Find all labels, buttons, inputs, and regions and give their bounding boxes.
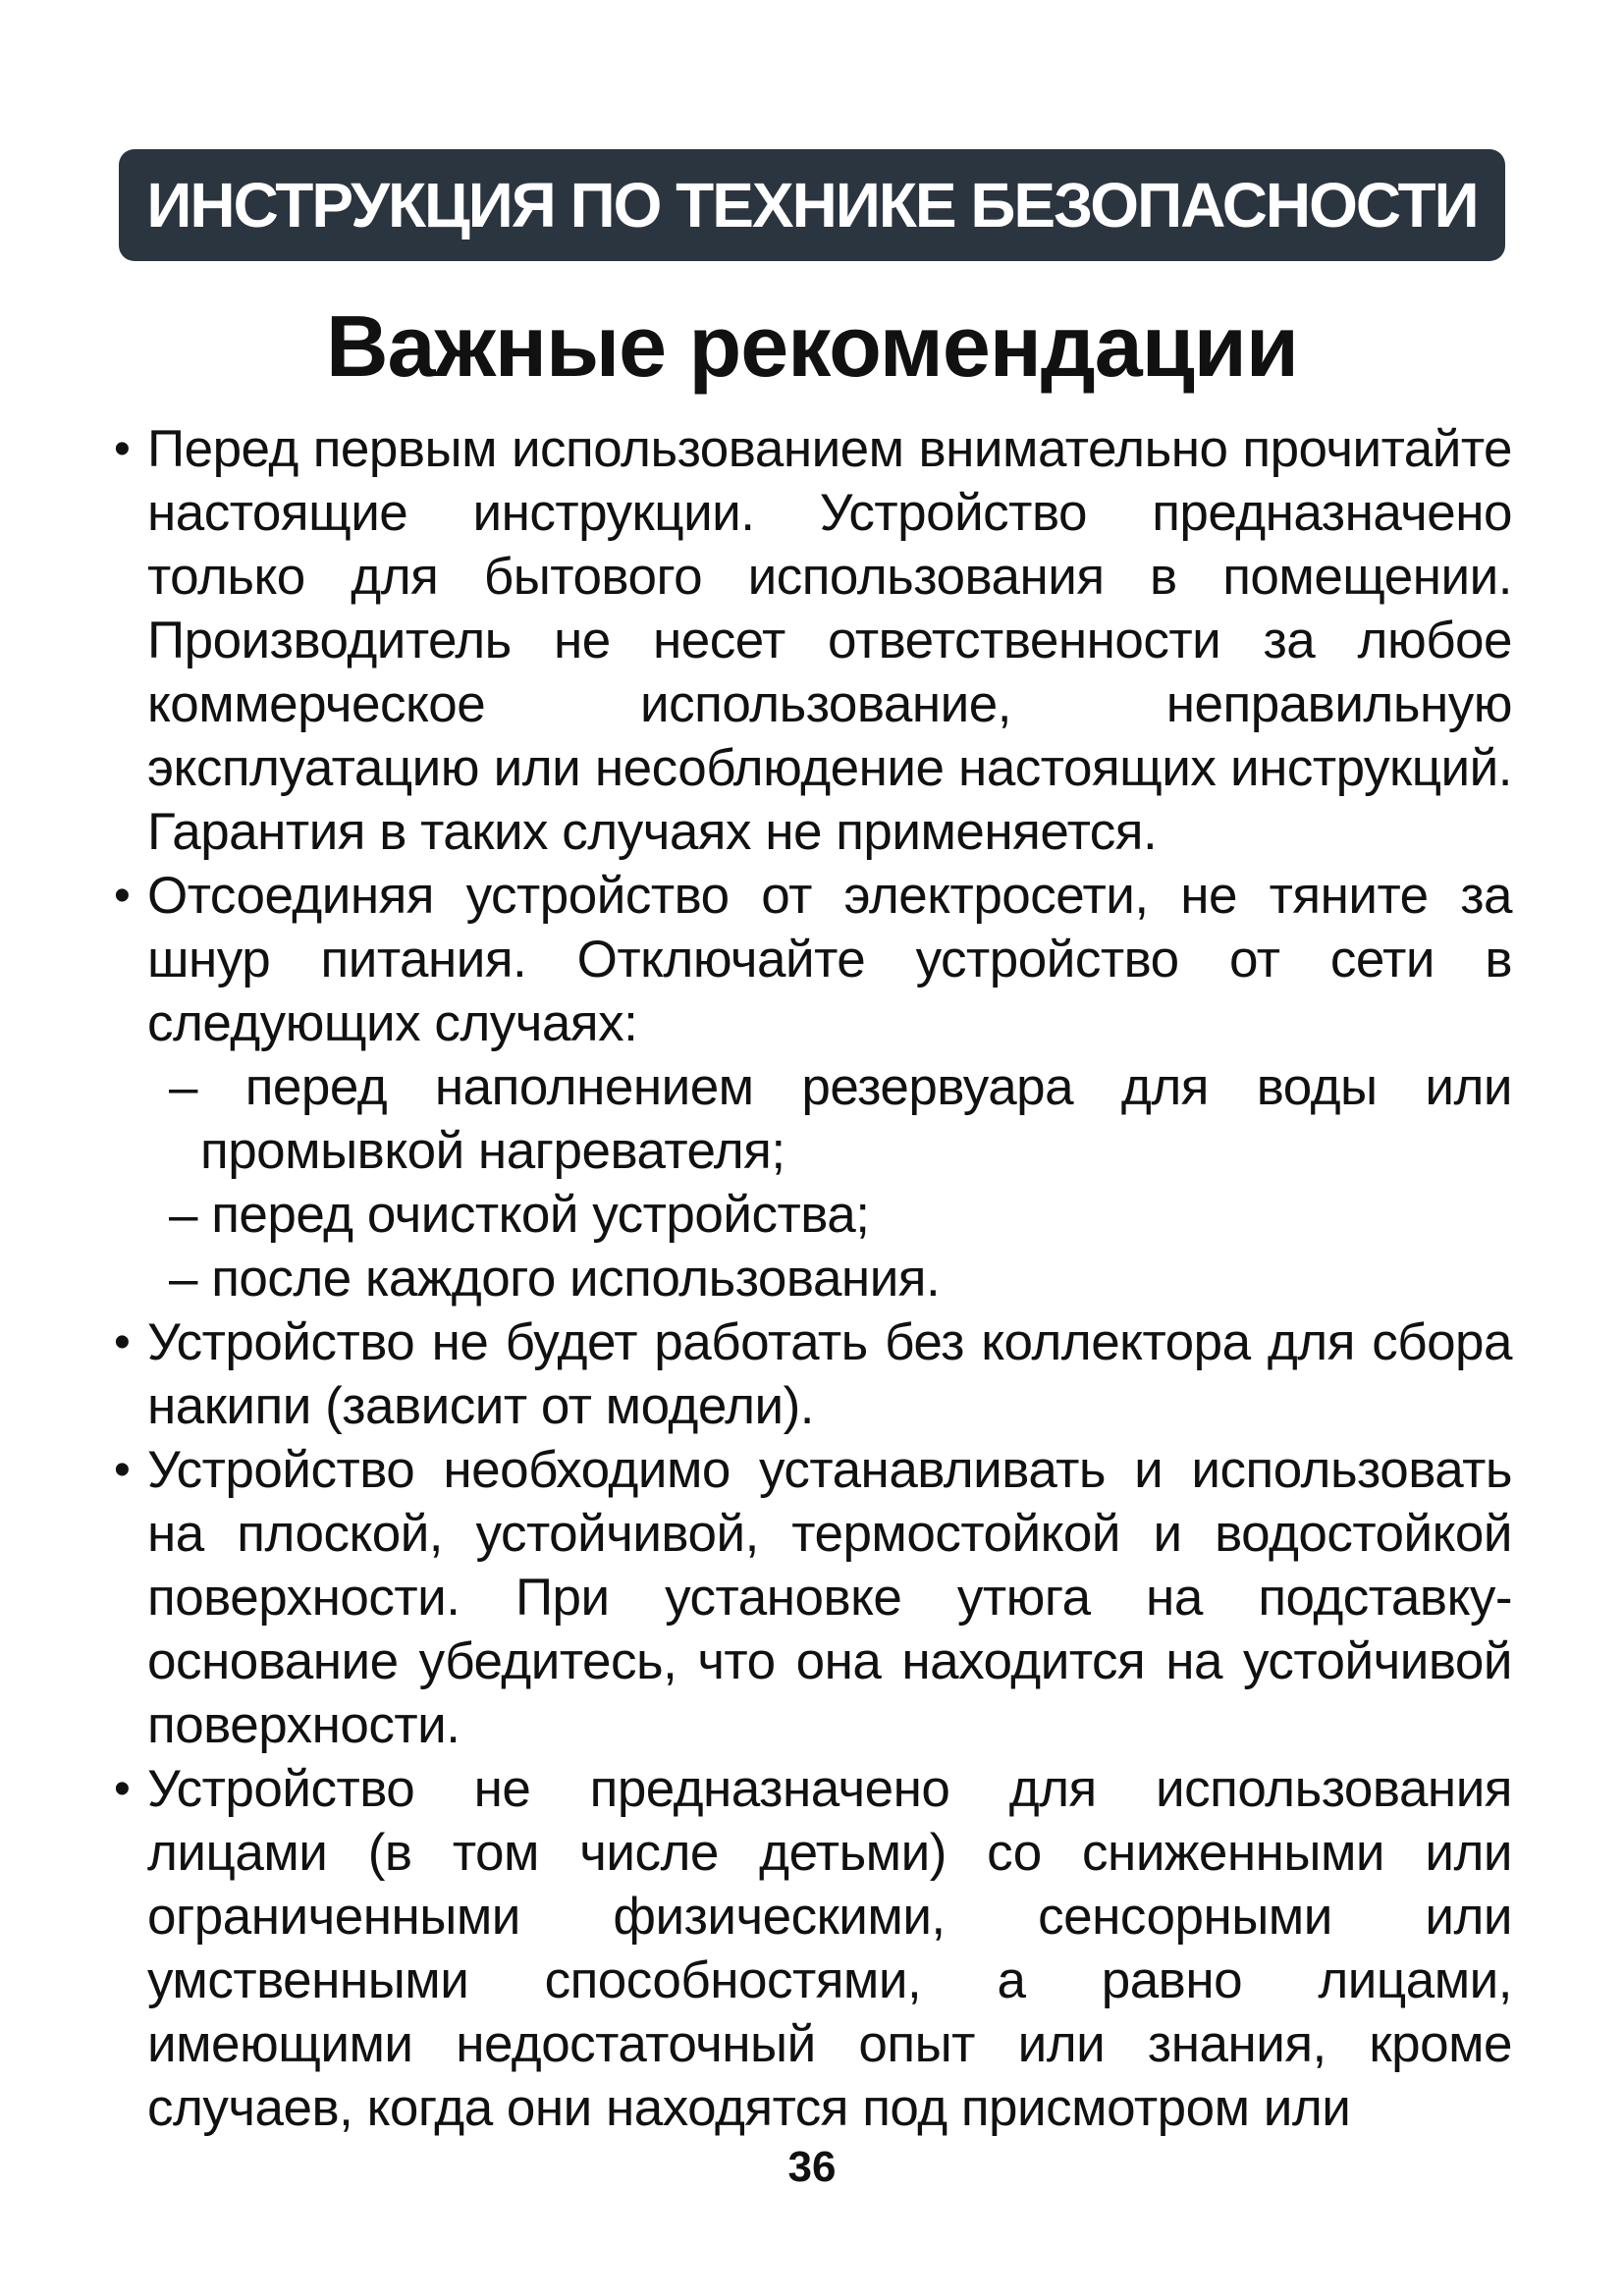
section-banner: [119, 149, 1505, 261]
sub-list-item: – после каждого использования.: [169, 1250, 941, 1308]
page-title: Важные рекомендации: [325, 297, 1299, 395]
section-title: ИНСТРУКЦИЯ ПО ТЕХНИКЕ БЕЗОПАСНОСТИ: [146, 170, 1478, 240]
bullet: •: [114, 870, 131, 922]
list-item-text: Перед первым использованием внимательно прочитайте настоящие инструкции. Устройство предназначено только для бытового использования в помещении. Производитель не несет ответственности за любое коммерческое использование, неправильную эксплуатацию или несоблюдение настоящих инструкций. Гарантия в таких случаях не применяется.: [147, 420, 1512, 861]
list-item: [106, 864, 1512, 1055]
sub-list-item: – перед наполнением резервуара для воды или промывкой нагревателя;: [169, 1058, 1512, 1180]
sub-list-item: – перед очисткой устройства;: [169, 1186, 870, 1244]
list-item: [106, 417, 1512, 864]
list-item-text: Отсоединяя устройство от электросети, не тяните за шнур питания. Отключайте устройство от сети в следующих случаях:: [147, 867, 1512, 1052]
bullet: •: [114, 1444, 131, 1496]
page-number: 36: [787, 2143, 837, 2191]
list-item: [106, 1757, 1512, 2140]
list-item-text: Устройство не будет работать без коллектора для сбора накипи (зависит от модели).: [147, 1313, 1512, 1435]
instructions-list: [106, 417, 1512, 2140]
bullet: •: [114, 1763, 131, 1815]
list-item: [106, 1310, 1512, 1438]
bullet: •: [114, 423, 131, 475]
bullet: •: [114, 1316, 131, 1368]
list-item-text: Устройство не предназначено для использования лицами (в том числе детьми) со сниженными или ограниченными физическими, сенсорными или умственными способностями, а равно лицами, имеющими недостаточный опыт или знания, кроме случаев, когда они находятся под присмотром или: [147, 1760, 1512, 2137]
list-item-text: Устройство необходимо устанавливать и использовать на плоской, устойчивой, термостойкой и водостойкой поверхности. При установке утюга на подставку-основание убедитесь, что она находится на устойчивой поверхности.: [147, 1441, 1512, 1754]
list-item: [106, 1438, 1512, 1757]
